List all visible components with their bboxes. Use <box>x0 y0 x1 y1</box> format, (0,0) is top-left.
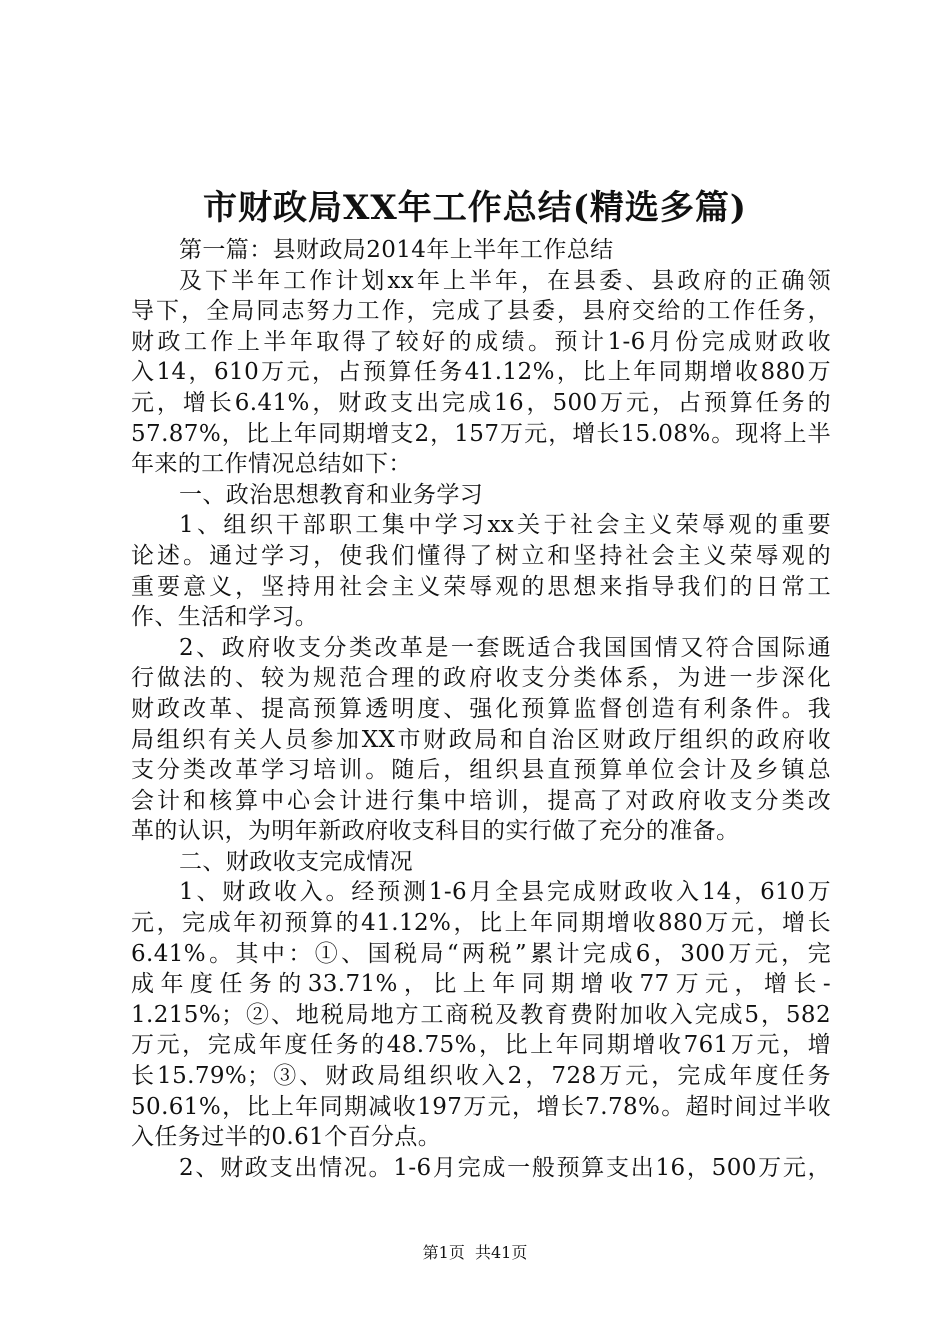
paragraph-line: 万元，完成年度任务的48.75%，比上年同期增收761万元，增 <box>131 1032 831 1059</box>
paragraph-line: 1、财政收入。经预测1-6月全县完成财政收入14，610万 <box>179 879 831 906</box>
paragraph-line: 长15.79%；③、财政局组织收入2，728万元，完成年度任务 <box>131 1063 831 1090</box>
document-title: 市财政局XX年工作总结(精选多篇) <box>203 188 747 228</box>
paragraph-line: 2、财政支出情况。1-6月完成一般预算支出16，500万元， <box>179 1154 831 1181</box>
paragraph-line: 财政改革、提高预算透明度、强化预算监督创造有利条件。我 <box>131 695 831 722</box>
paragraph-line: 6.41%。其中：①、国税局“两税”累计完成6，300万元，完 <box>131 940 831 967</box>
paragraph-line: 作、生活和学习。 <box>131 604 319 631</box>
paragraph-line: 年来的工作情况总结如下： <box>131 451 412 478</box>
paragraph-line: 57.87%，比上年同期增支2，157万元，增长15.08%。现将上半 <box>131 420 831 447</box>
section-heading: 一、政治思想教育和业务学习 <box>179 481 484 508</box>
paragraph-line: 成年度任务的33.71%，比上年同期增收77万元，增长- <box>131 971 831 998</box>
section-heading: 第一篇：县财政局2014年上半年工作总结 <box>179 237 614 263</box>
page-number-footer: 第1页 共41页 <box>422 1243 528 1262</box>
paragraph-line: 2、政府收支分类改革是一套既适合我国国情又符合国际通 <box>179 634 831 661</box>
paragraph-line: 重要意义，坚持用社会主义荣辱观的思想来指导我们的日常工 <box>131 573 831 600</box>
paragraph-line: 入任务过半的0.61个百分点。 <box>131 1124 442 1151</box>
paragraph-line: 导下，全局同志努力工作，完成了县委，县府交给的工作任务， <box>131 298 831 325</box>
paragraph-line: 论述。通过学习，使我们懂得了树立和坚持社会主义荣辱观的 <box>131 542 831 569</box>
paragraph-line: 财政工作上半年取得了较好的成绩。预计1-6月份完成财政收 <box>131 328 831 355</box>
document-body <box>131 235 831 1183</box>
paragraph-line: 元，完成年初预算的41.12%，比上年同期增收880万元，增长 <box>131 910 831 937</box>
section-heading: 二、财政收支完成情况 <box>179 848 413 875</box>
paragraph-line: 支分类改革学习培训。随后，组织县直预算单位会计及乡镇总 <box>131 757 831 784</box>
paragraph-line: 革的认识，为明年新政府收支科目的实行做了充分的准备。 <box>131 818 740 845</box>
paragraph-line: 及下半年工作计划xx年上半年，在县委、县政府的正确领 <box>179 267 831 294</box>
paragraph-line: 元，增长6.41%，财政支出完成16，500万元，占预算任务的 <box>131 389 831 416</box>
paragraph-line: 1、组织干部职工集中学习xx关于社会主义荣辱观的重要 <box>179 512 831 539</box>
paragraph-line: 行做法的、较为规范合理的政府收支分类体系，为进一步深化 <box>131 665 831 692</box>
paragraph-line: 入14，610万元，占预算任务41.12%，比上年同期增收880万 <box>131 359 831 386</box>
paragraph-line: 局组织有关人员参加XX市财政局和自治区财政厅组织的政府收 <box>131 726 831 753</box>
paragraph-line: 会计和核算中心会计进行集中培训，提高了对政府收支分类改 <box>131 787 831 814</box>
paragraph-line: 1.215%；②、地税局地方工商税及教育费附加收入完成5，582 <box>131 1001 831 1028</box>
paragraph-line: 50.61%，比上年同期减收197万元，增长7.78%。超时间过半收 <box>131 1093 831 1120</box>
